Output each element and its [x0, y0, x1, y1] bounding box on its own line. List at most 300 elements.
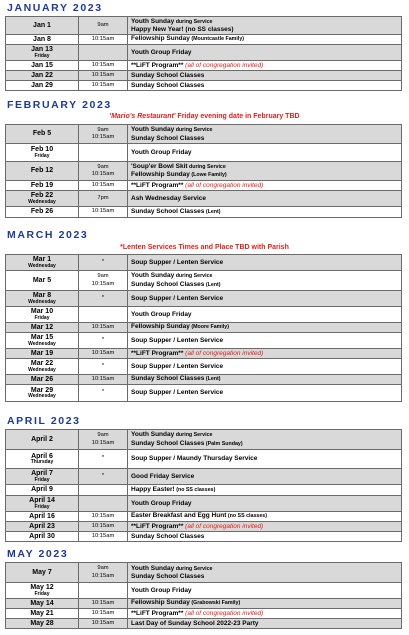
- date-cell: [6, 522, 79, 532]
- event-highlight: (all of congregation invited): [183, 349, 264, 357]
- event-text: Sunday School Classes: [131, 573, 205, 580]
- time-cell: [79, 323, 128, 333]
- time-cell: [79, 563, 128, 583]
- event-time: 10:15am: [91, 375, 115, 382]
- table-row: [6, 71, 402, 81]
- date-label: May 14: [30, 599, 54, 607]
- date-label: Jan 22: [31, 71, 53, 79]
- table-row: [6, 349, 402, 359]
- date-label: Jan 13: [31, 46, 53, 53]
- event-cell: [128, 619, 402, 629]
- date-label: Jan 8: [33, 35, 51, 43]
- date-cell: [6, 35, 79, 45]
- table-row: [6, 609, 402, 619]
- date-cell: [6, 81, 79, 91]
- time-cell: [79, 385, 128, 402]
- date-label: April 6: [31, 452, 53, 460]
- date-label: Feb 10: [30, 146, 54, 153]
- event-text: **LiFT Program**: [131, 61, 184, 69]
- event-time: *: [101, 455, 105, 462]
- month-heading: APRIL 2023: [7, 415, 81, 427]
- event-time: 10:15am: [91, 323, 115, 330]
- time-cell: [79, 71, 128, 81]
- event-time: 10:15am: [91, 71, 115, 78]
- event-line: [131, 455, 398, 462]
- date-cell: [6, 125, 79, 144]
- weekday-label: Friday: [34, 52, 50, 59]
- date-cell: [6, 349, 79, 359]
- month-heading: MAY 2023: [7, 548, 69, 560]
- event-cell: [128, 359, 402, 375]
- event-cell: [128, 71, 402, 81]
- date-cell: [6, 17, 79, 35]
- date-label: Mar 19: [30, 349, 54, 357]
- date-cell: [6, 323, 79, 333]
- event-time: 10:15am: [91, 181, 115, 188]
- event-cell: [128, 609, 402, 619]
- weekday-label: Friday: [34, 590, 50, 597]
- event-line: [131, 337, 398, 344]
- event-cell: [128, 307, 402, 323]
- schedule-table: [5, 562, 402, 629]
- date-cell: [6, 469, 79, 485]
- month-note-text: Friday evening date in February TBD: [175, 113, 300, 120]
- date-label: April 9: [31, 486, 53, 494]
- event-detail: during Service: [174, 432, 213, 439]
- month-note-text: *Lenten Services Times and Place TBD with Parish: [120, 244, 289, 251]
- table-row: [6, 255, 402, 271]
- table-row: [6, 291, 402, 307]
- event-time: 9am: [97, 273, 109, 280]
- event-line: [131, 565, 398, 573]
- event-text: Sunday School Classes: [131, 81, 205, 89]
- event-cell: [128, 496, 402, 512]
- date-label: May 7: [32, 568, 52, 576]
- event-time: *: [101, 258, 105, 265]
- date-cell: [6, 307, 79, 323]
- date-label: Mar 8: [32, 292, 52, 299]
- table-row: [6, 450, 402, 469]
- event-detail: (no SS classes): [226, 513, 267, 520]
- event-time: 10:15am: [91, 280, 115, 287]
- time-cell: [79, 599, 128, 609]
- event-line: [131, 473, 398, 480]
- table-row: [6, 35, 402, 45]
- date-label: Jan 15: [31, 61, 53, 69]
- event-highlight: (all of congregation invited): [183, 522, 264, 530]
- event-cell: [128, 45, 402, 61]
- event-detail: (Palm Sunday): [204, 440, 243, 447]
- event-line: [131, 163, 398, 171]
- date-label: Mar 10: [30, 308, 54, 315]
- event-line: [131, 135, 398, 142]
- event-text: Fellowship Sunday: [131, 171, 190, 178]
- event-line: [131, 375, 398, 383]
- weekday-label: Wednesday: [28, 262, 56, 269]
- date-label: Mar 26: [30, 375, 54, 383]
- event-highlight: (all of congregation invited): [183, 609, 264, 617]
- date-label: April 2: [31, 435, 53, 443]
- event-text: Fellowship Sunday: [131, 599, 190, 607]
- date-label: April 30: [29, 532, 55, 540]
- event-text: Fellowship Sunday: [131, 323, 190, 331]
- event-time: 10:15am: [91, 208, 115, 215]
- time-cell: [79, 450, 128, 469]
- event-line: [131, 208, 398, 216]
- event-cell: [128, 349, 402, 359]
- event-text: Ash Wednesday Service: [131, 194, 207, 202]
- event-detail: (Lowe Family): [189, 172, 227, 178]
- date-cell: [6, 333, 79, 349]
- schedule-table: [5, 254, 402, 402]
- date-cell: [6, 532, 79, 542]
- event-cell: [128, 255, 402, 271]
- event-cell: [128, 81, 402, 91]
- date-cell: [6, 359, 79, 375]
- event-detail: (Lent): [204, 208, 221, 215]
- event-cell: [128, 485, 402, 496]
- event-text: Soup Supper / Maundy Thursday Service: [131, 455, 258, 463]
- table-row: [6, 532, 402, 542]
- date-label: May 12: [30, 584, 54, 591]
- event-text: Sunday School Classes: [131, 71, 205, 79]
- time-cell: [79, 271, 128, 291]
- date-label: Mar 15: [30, 334, 54, 341]
- month-note: [0, 244, 409, 251]
- event-line: [131, 512, 398, 520]
- event-cell: [128, 599, 402, 609]
- event-line: [131, 281, 398, 289]
- table-row: [6, 599, 402, 609]
- event-text: Soup Supper / Lenten Service: [131, 389, 224, 397]
- table-row: [6, 359, 402, 375]
- event-detail: (Moore Family): [189, 324, 230, 331]
- time-cell: [79, 207, 128, 218]
- event-cell: [128, 181, 402, 191]
- date-cell: [6, 162, 79, 181]
- date-cell: [6, 144, 79, 162]
- date-cell: [6, 599, 79, 609]
- date-cell: [6, 207, 79, 218]
- time-cell: [79, 125, 128, 144]
- event-cell: [128, 191, 402, 207]
- event-cell: [128, 323, 402, 333]
- table-row: [6, 271, 402, 291]
- time-cell: [79, 522, 128, 532]
- date-cell: [6, 485, 79, 496]
- event-text: **LiFT Program**: [131, 522, 184, 530]
- event-line: [131, 523, 398, 530]
- event-text: Youth Sunday: [131, 126, 175, 134]
- weekday-label: Wednesday: [28, 340, 56, 347]
- time-cell: [79, 35, 128, 45]
- event-line: [131, 72, 398, 79]
- event-time: 10:15am: [91, 609, 115, 616]
- event-line: [131, 599, 398, 607]
- table-row: [6, 181, 402, 191]
- table-row: [6, 333, 402, 349]
- event-text: Sunday School Classes: [131, 207, 205, 215]
- event-line: [131, 610, 398, 617]
- time-cell: [79, 583, 128, 599]
- event-cell: [128, 207, 402, 218]
- event-text: Youth Sunday: [131, 272, 175, 280]
- table-row: [6, 17, 402, 35]
- table-row: [6, 496, 402, 512]
- event-time: 10:15am: [91, 522, 115, 529]
- event-line: [131, 18, 398, 26]
- event-line: [131, 350, 398, 357]
- date-label: Mar 29: [30, 386, 54, 394]
- table-row: [6, 162, 402, 181]
- table-row: [6, 207, 402, 218]
- event-time: 9am: [97, 163, 109, 170]
- event-time: *: [101, 336, 105, 343]
- event-time: 10:15am: [91, 532, 115, 539]
- event-text: Sunday School Classes: [131, 532, 205, 540]
- event-line: [131, 272, 398, 280]
- event-time: 10:15am: [91, 349, 115, 356]
- month-heading: JANUARY 2023: [7, 2, 103, 14]
- event-cell: [128, 385, 402, 402]
- date-label: Feb 5: [32, 130, 52, 138]
- time-cell: [79, 619, 128, 629]
- time-cell: [79, 17, 128, 35]
- time-cell: [79, 162, 128, 181]
- event-line: [131, 440, 398, 448]
- event-cell: [128, 450, 402, 469]
- event-time: 10:15am: [91, 61, 115, 68]
- date-label: April 7: [31, 470, 53, 477]
- event-line: [131, 587, 398, 594]
- event-time: 10:15am: [91, 134, 115, 140]
- event-text: Youth Sunday: [131, 564, 175, 572]
- event-line: [131, 311, 398, 318]
- event-highlight: (all of congregation invited): [183, 61, 264, 69]
- event-text: Youth Group Friday: [131, 148, 192, 156]
- date-label: Mar 22: [30, 360, 54, 367]
- event-line: [131, 431, 398, 439]
- date-cell: [6, 61, 79, 71]
- time-cell: [79, 512, 128, 522]
- date-label: May 21: [30, 609, 54, 617]
- month-note: [0, 113, 409, 120]
- date-label: April 23: [29, 522, 55, 530]
- event-line: [131, 620, 398, 627]
- event-detail: during Service: [174, 127, 213, 134]
- weekday-label: Friday: [34, 476, 50, 483]
- event-line: [131, 500, 398, 507]
- event-cell: [128, 333, 402, 349]
- event-cell: [128, 125, 402, 144]
- date-label: Jan 1: [33, 21, 51, 29]
- event-cell: [128, 375, 402, 385]
- date-label: Feb 12: [30, 167, 54, 175]
- date-cell: [6, 563, 79, 583]
- event-cell: [128, 61, 402, 71]
- event-line: [131, 26, 398, 33]
- event-detail: (Lent): [204, 376, 221, 383]
- table-row: [6, 323, 402, 333]
- date-label: Feb 19: [30, 181, 54, 189]
- table-row: [6, 191, 402, 207]
- event-cell: [128, 144, 402, 162]
- event-line: [131, 573, 398, 580]
- event-detail: (Mountcastle Family): [189, 36, 245, 43]
- event-detail: during Service: [174, 565, 213, 572]
- event-text: Sunday School Classes: [131, 439, 205, 447]
- event-detail: (no SS classes): [174, 486, 216, 493]
- event-cell: [128, 522, 402, 532]
- event-text: Sunday School Classes: [131, 280, 205, 288]
- event-text: Soup Supper / Lenten Service: [131, 362, 224, 370]
- date-label: April 16: [29, 512, 55, 520]
- table-row: [6, 81, 402, 91]
- time-cell: [79, 307, 128, 323]
- time-cell: [79, 349, 128, 359]
- weekday-label: Wednesday: [28, 393, 56, 399]
- event-cell: [128, 271, 402, 291]
- event-detail: during Service: [174, 18, 213, 25]
- event-time: 10:15am: [91, 171, 115, 177]
- event-highlight: (all of congregation invited): [183, 181, 264, 189]
- date-cell: [6, 619, 79, 629]
- event-line: [131, 195, 398, 202]
- weekday-label: Wednesday: [28, 366, 56, 373]
- date-cell: [6, 609, 79, 619]
- date-cell: [6, 375, 79, 385]
- schedule-table: [5, 16, 402, 91]
- date-cell: [6, 450, 79, 469]
- date-label: May 28: [30, 619, 54, 627]
- event-text: Fellowship Sunday: [131, 35, 190, 43]
- event-detail: during Service: [174, 273, 213, 280]
- table-row: [6, 307, 402, 323]
- schedule-table: [5, 124, 402, 218]
- event-cell: [128, 35, 402, 45]
- event-line: [131, 82, 398, 89]
- date-cell: [6, 255, 79, 271]
- event-time: 9am: [97, 565, 109, 572]
- event-time: 9am: [97, 21, 109, 28]
- event-line: [131, 295, 398, 302]
- event-text: Soup Supper / Lenten Service: [131, 258, 224, 266]
- event-text: **LiFT Program**: [131, 609, 184, 617]
- date-cell: [6, 71, 79, 81]
- weekday-label: Friday: [34, 152, 50, 159]
- date-cell: [6, 583, 79, 599]
- event-cell: [128, 563, 402, 583]
- event-cell: [128, 17, 402, 35]
- date-label: Mar 1: [32, 256, 52, 263]
- time-cell: [79, 61, 128, 71]
- event-time: *: [101, 294, 105, 301]
- event-time: 10:15am: [91, 619, 115, 626]
- event-text: Easter Breakfast and Egg Hunt: [131, 512, 227, 520]
- event-time: 10:15am: [91, 572, 115, 579]
- date-cell: [6, 45, 79, 61]
- weekday-label: Wednesday: [28, 198, 56, 205]
- event-cell: [128, 469, 402, 485]
- weekday-label: Thursday: [30, 459, 54, 465]
- event-time: 10:15am: [91, 35, 115, 42]
- event-time: *: [101, 389, 105, 396]
- event-text: Youth Group Friday: [131, 586, 192, 594]
- event-text: Youth Group Friday: [131, 310, 192, 318]
- time-cell: [79, 469, 128, 485]
- event-detail: during Service: [187, 163, 226, 170]
- event-time: 9am: [97, 126, 109, 133]
- event-time: 10:15am: [91, 81, 115, 88]
- time-cell: [79, 609, 128, 619]
- weekday-label: Friday: [34, 503, 50, 510]
- event-detail: (Grabowski Family): [189, 600, 241, 607]
- event-time: 7pm: [97, 194, 109, 201]
- event-cell: [128, 583, 402, 599]
- event-detail: (Lent): [204, 281, 221, 288]
- time-cell: [79, 532, 128, 542]
- weekday-label: Friday: [34, 314, 50, 321]
- event-line: [131, 486, 398, 494]
- table-row: [6, 144, 402, 162]
- table-row: [6, 375, 402, 385]
- table-row: [6, 583, 402, 599]
- event-text: Sunday School Classes: [131, 375, 205, 383]
- time-cell: [79, 485, 128, 496]
- event-text: Happy New Year! (no SS classes): [131, 26, 234, 33]
- event-line: [131, 389, 398, 396]
- event-text: **LiFT Program**: [131, 349, 184, 357]
- date-cell: [6, 385, 79, 402]
- event-cell: [128, 291, 402, 307]
- schedule-table: [5, 429, 402, 542]
- event-line: [131, 323, 398, 331]
- event-text: Sunday School Classes: [131, 134, 205, 142]
- table-row: [6, 485, 402, 496]
- event-line: [131, 533, 398, 540]
- event-line: [131, 149, 398, 156]
- event-time: *: [101, 472, 105, 479]
- event-text: Youth Sunday: [131, 17, 175, 25]
- date-label: April 14: [29, 497, 55, 504]
- time-cell: [79, 181, 128, 191]
- event-text: Happy Easter!: [131, 485, 175, 493]
- time-cell: [79, 375, 128, 385]
- date-cell: [6, 191, 79, 207]
- event-line: [131, 35, 398, 43]
- date-cell: [6, 271, 79, 291]
- event-text: Youth Group Friday: [131, 499, 192, 507]
- time-cell: [79, 496, 128, 512]
- table-row: [6, 563, 402, 583]
- date-label: Feb 22: [30, 192, 54, 199]
- table-row: [6, 385, 402, 402]
- table-row: [6, 125, 402, 144]
- event-text: Youth Group Friday: [131, 48, 192, 56]
- date-cell: [6, 291, 79, 307]
- event-time: 10:15am: [91, 599, 115, 606]
- time-cell: [79, 191, 128, 207]
- event-text: Soup Supper / Lenten Service: [131, 336, 224, 344]
- event-time: *: [101, 362, 105, 369]
- event-time: 10:15am: [91, 439, 115, 446]
- date-cell: [6, 512, 79, 522]
- event-cell: [128, 162, 402, 181]
- event-line: [131, 363, 398, 370]
- event-line: [131, 182, 398, 189]
- time-cell: [79, 359, 128, 375]
- month-note-italic: 'Mario's Restaurant': [109, 113, 176, 120]
